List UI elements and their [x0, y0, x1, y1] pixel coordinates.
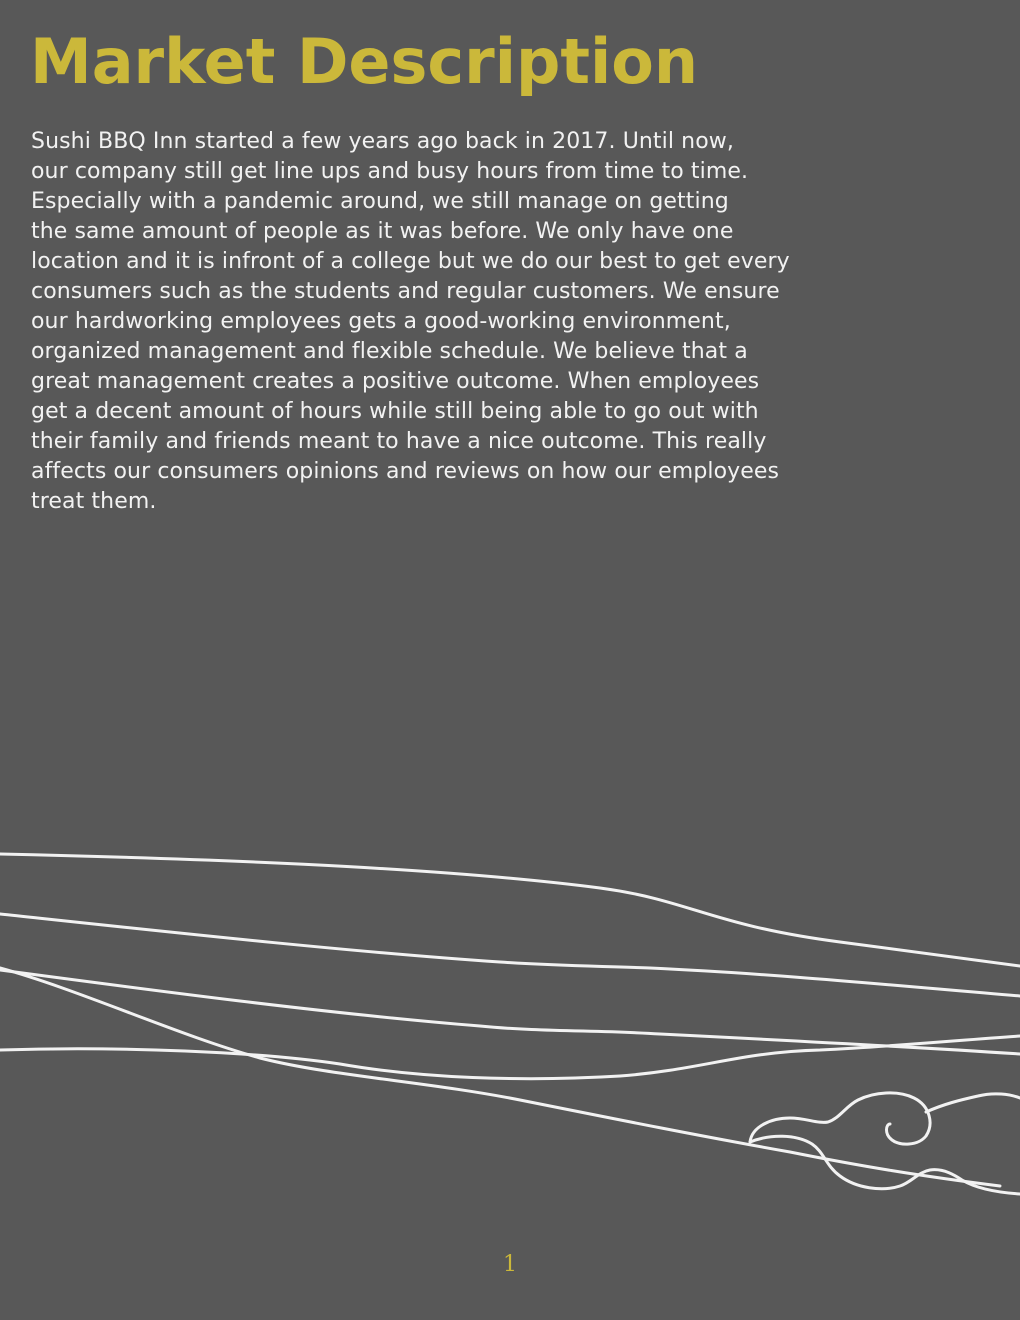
body-line: location and it is infront of a college but we do our best to get every: [31, 249, 790, 274]
cloud-scroll-3: [926, 1094, 1020, 1112]
body-line: get a decent amount of hours while still being able to go out with: [31, 399, 759, 424]
body-line: our company still get line ups and busy hours from time to time.: [31, 159, 749, 184]
body-line: the same amount of people as it was before. We only have one: [31, 219, 734, 244]
cloud-scroll-2: [750, 1136, 1020, 1194]
body-line: Especially with a pandemic around, we still manage on getting: [31, 189, 729, 214]
wave-cloud-line-art-icon: [0, 820, 1020, 1220]
wave-line-2: [0, 914, 1020, 996]
body-line: their family and friends meant to have a nice outcome. This really: [31, 429, 767, 454]
page-title: Market Description: [30, 25, 698, 98]
body-line: consumers such as the students and regular customers. We ensure: [31, 279, 780, 304]
wave-line-1: [0, 854, 1020, 966]
body-line: affects our consumers opinions and reviews on how our employees: [31, 459, 780, 484]
body-line: our hardworking employees gets a good-working environment,: [31, 309, 731, 334]
market-description-body: [31, 127, 931, 517]
page-number: 1: [503, 1252, 517, 1277]
body-line: treat them.: [31, 489, 157, 514]
wave-line-4: [0, 1036, 1020, 1079]
body-line: Sushi BBQ Inn started a few years ago back in 2017. Until now,: [31, 129, 734, 154]
body-line: great management creates a positive outcome. When employees: [31, 369, 760, 394]
body-line: organized management and flexible schedule. We believe that a: [31, 339, 748, 364]
